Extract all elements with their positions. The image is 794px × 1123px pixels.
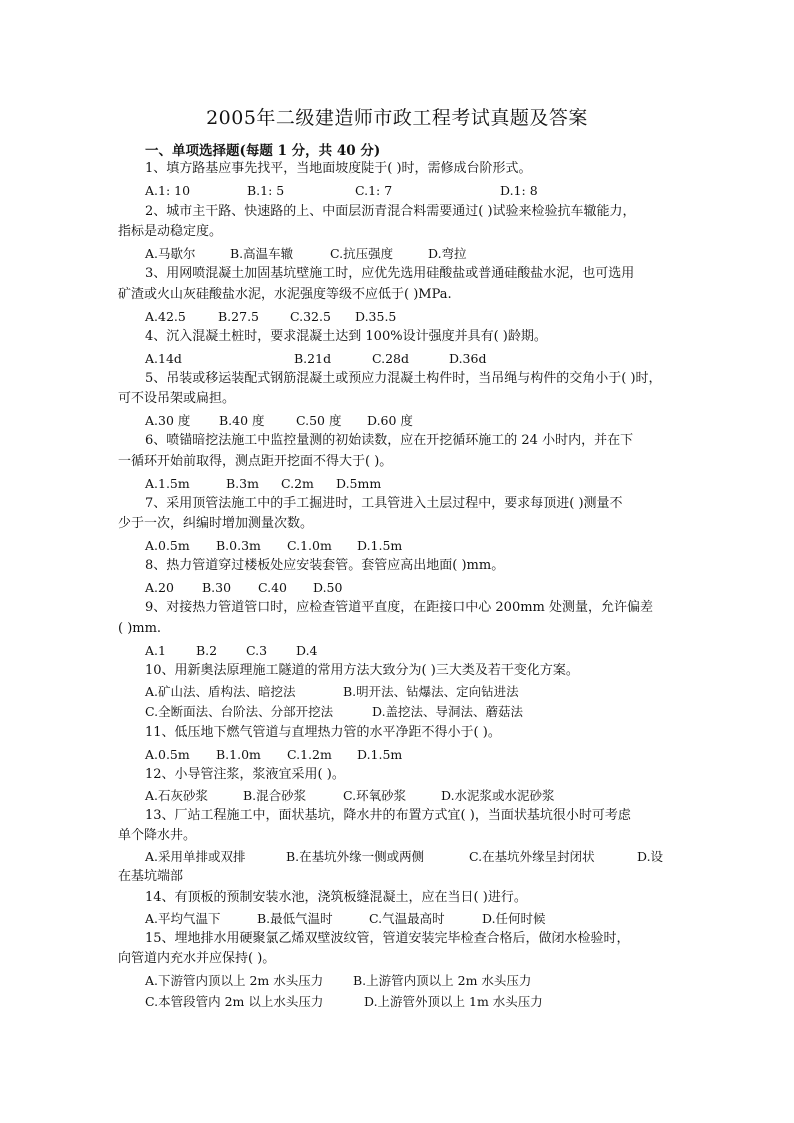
option-5b: B.40 度 — [219, 413, 265, 428]
option-13d-cont: 在基坑端部 — [118, 869, 184, 884]
question-2-cont: 指标是动稳定度。 — [118, 224, 223, 239]
question-2: 2、城市主干路、快速路的上、中面层沥青混合料需要通过( )试验来检验抗车辙能力， — [145, 204, 636, 219]
option-11a: A.0.5m — [145, 747, 190, 762]
question-9: 9、对接热力管道管口时，应检查管道平直度，在距接口中心 200mm 处测量，允许偏差 — [145, 600, 654, 615]
question-9-cont: ( )mm. — [118, 621, 162, 636]
option-15b: B.上游管内顶以上 2m 水头压力 — [353, 973, 532, 988]
option-14d: D.任何时候 — [482, 911, 546, 926]
option-7d: D.1.5m — [357, 538, 403, 553]
option-8c: C.40 — [258, 580, 287, 595]
question-5-cont: 可不设吊架或扁担。 — [118, 391, 236, 406]
question-11: 11、低压地下燃气管道与直埋热力管的水平净距不得小于( )。 — [145, 725, 501, 740]
option-12b: B.混合砂浆 — [243, 788, 307, 803]
option-13a: A.采用单排或双排 — [145, 849, 246, 864]
question-5: 5、吊装或移运装配式钢筋混凝土或预应力混凝土构件时，当吊绳与构件的交角小于( )时， — [145, 371, 662, 386]
question-10: 10、用新奥法原理施工隧道的常用方法大致分为( )三大类及若干变化方案。 — [145, 663, 579, 678]
option-6a: A.1.5m — [145, 476, 190, 491]
option-7a: A.0.5m — [145, 538, 190, 553]
option-13b: B.在基坑外缘一侧或两侧 — [286, 849, 425, 864]
option-15c: C.本管段管内 2m 以上水头压力 — [145, 994, 324, 1009]
option-10c: C.全断面法、台阶法、分部开挖法 — [145, 704, 334, 719]
option-8b: B.30 — [202, 580, 232, 595]
question-6: 6、喷锚暗挖法施工中监控量测的初始读数，应在开挖循环施工的 24 小时内，并在下 — [145, 433, 634, 448]
question-1: 1、填方路基应事先找平，当地面坡度陡于( )时，需修成台阶形式。 — [145, 161, 532, 176]
option-9b: B.2 — [196, 643, 218, 658]
option-5a: A.30 度 — [145, 413, 191, 428]
option-13c: C.在基坑外缘呈封闭状 — [469, 849, 595, 864]
option-4c: C.28d — [372, 351, 409, 366]
option-8d: D.50 — [313, 580, 343, 595]
document-title: 2005年二级建造师市政工程考试真题及答案 — [206, 107, 588, 129]
option-12d: D.水泥浆或水泥砂浆 — [441, 788, 555, 803]
option-6d: D.5mm — [336, 476, 382, 491]
option-5d: D.60 度 — [367, 413, 413, 428]
option-13d: D.设 — [637, 849, 664, 864]
option-10d: D.盖挖法、导洞法、蘑菇法 — [372, 704, 524, 719]
question-13: 13、厂站工程施工中，面状基坑，降水井的布置方式宜( )，当面状基坑很小时可考虑 — [145, 808, 631, 823]
option-1b: B.1: 5 — [247, 183, 285, 198]
option-11d: D.1.5m — [357, 747, 403, 762]
option-2d: D.弯拉 — [428, 246, 467, 261]
option-4b: B.21d — [294, 351, 332, 366]
option-3b: B.27.5 — [218, 309, 259, 324]
option-11c: C.1.2m — [287, 747, 332, 762]
option-8a: A.20 — [145, 580, 174, 595]
option-10a: A.矿山法、盾构法、暗挖法 — [145, 684, 296, 699]
option-14b: B.最低气温时 — [257, 911, 333, 926]
option-12c: C.环氧砂浆 — [343, 788, 407, 803]
option-4a: A.14d — [145, 351, 182, 366]
option-15a: A.下游管内顶以上 2m 水头压力 — [145, 973, 324, 988]
option-1c: C.1: 7 — [355, 183, 393, 198]
option-12a: A.石灰砂浆 — [145, 788, 209, 803]
question-3: 3、用网喷混凝土加固基坑壁施工时，应优先选用硅酸盐或普通硅酸盐水泥，也可选用 — [145, 266, 635, 281]
question-13-cont: 单个降水井。 — [118, 828, 197, 843]
question-7-cont: 少于一次，纠编时增加测量次数。 — [118, 516, 314, 531]
question-4: 4、沉入混凝土桩时，要求混凝土达到 100%设计强度并具有( )龄期。 — [145, 329, 547, 344]
option-9d: D.4 — [296, 643, 318, 658]
question-15-cont: 向管道内充水并应保持( )。 — [118, 951, 276, 966]
option-3a: A.42.5 — [145, 309, 186, 324]
option-6c: C.2m — [281, 476, 314, 491]
option-4d: D.36d — [449, 351, 487, 366]
option-14a: A.平均气温下 — [145, 911, 221, 926]
section-heading: 一、单项选择题(每题 1 分，共 40 分) — [145, 143, 381, 159]
option-9a: A.1 — [145, 643, 166, 658]
option-9c: C.3 — [246, 643, 268, 658]
option-15d: D.上游管外顶以上 1m 水头压力 — [364, 994, 543, 1009]
option-7b: B.0.3m — [216, 538, 261, 553]
option-1d: D.1: 8 — [500, 183, 538, 198]
option-2b: B.高温车辙 — [230, 246, 294, 261]
question-6-cont: 一循环开始前取得，测点距开挖面不得大于( )。 — [118, 454, 393, 469]
option-3d: D.35.5 — [355, 309, 397, 324]
question-8: 8、热力管道穿过楼板处应安装套管。套管应高出地面( )mm。 — [145, 558, 505, 573]
question-15: 15、埋地排水用硬聚氯乙烯双壁波纹管，管道安装完毕检查合格后，做闭水检验时， — [145, 931, 630, 946]
option-11b: B.1.0m — [216, 747, 261, 762]
option-3c: C.32.5 — [290, 309, 331, 324]
question-7: 7、采用顶管法施工中的手工掘进时，工具管进入土层过程中，要求每顶进( )测量不 — [145, 496, 623, 511]
option-2c: C.抗压强度 — [330, 246, 394, 261]
option-1a: A.1: 10 — [145, 183, 191, 198]
option-2a: A.马歇尔 — [145, 246, 196, 261]
option-10b: B.明开法、钻爆法、定向钻进法 — [343, 684, 519, 699]
question-14: 14、有顶板的预制安装水池，浇筑板缝混凝土，应在当日( )进行。 — [145, 890, 527, 905]
option-5c: C.50 度 — [296, 413, 342, 428]
question-12: 12、小导管注浆，浆液宜采用( )。 — [145, 767, 345, 782]
question-3-cont: 矿渣或火山灰硅酸盐水泥，水泥强度等级不应低于( )MPa. — [118, 287, 452, 302]
option-6b: B.3m — [226, 476, 259, 491]
option-14c: C.气温最高时 — [369, 911, 445, 926]
option-7c: C.1.0m — [287, 538, 332, 553]
